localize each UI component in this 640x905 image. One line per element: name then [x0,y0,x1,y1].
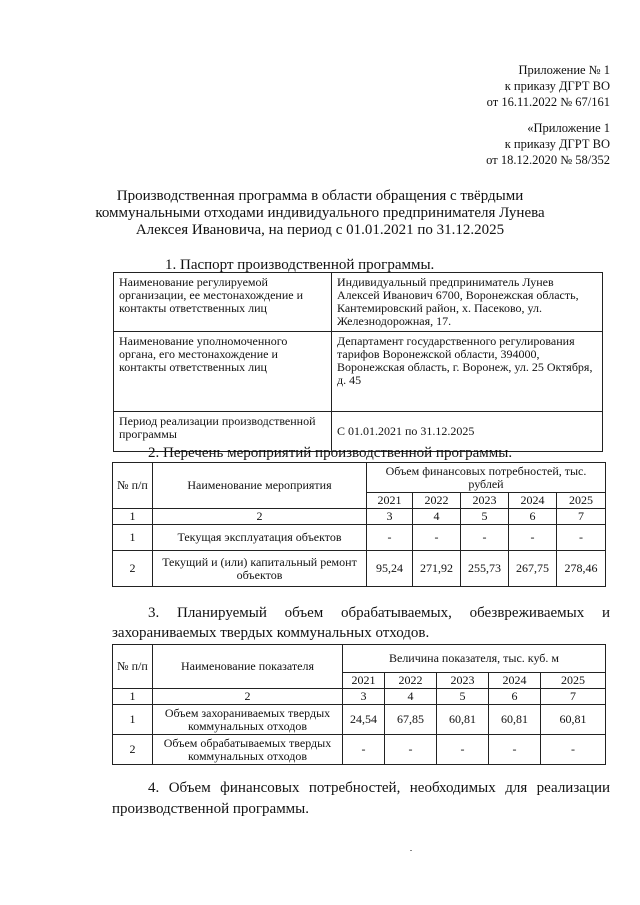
row-name: Текущий и (или) капитальный ремонт объектов [153,551,367,587]
row-name: Объем обрабатываемых твердых коммунальных отходов [153,735,343,765]
row-value: 255,73 [461,551,509,587]
attachment-line: от 18.12.2020 № 58/352 [486,153,610,167]
row-number: 2 [113,735,153,765]
attachment-header-current [487,62,610,110]
index-cell: 3 [343,689,385,705]
year-header: 2025 [541,673,606,689]
document-title [90,188,550,239]
index-cell: 6 [509,509,557,525]
col-name-header: Наименование показателя [153,645,343,689]
table-row [113,551,606,587]
row-value: - [509,525,557,551]
row-value: 67,85 [385,705,437,735]
table-row [113,705,606,735]
year-header: 2023 [437,673,489,689]
row-value: - [367,525,413,551]
row-value: - [489,735,541,765]
index-cell: 1 [113,509,153,525]
year-header: 2022 [413,493,461,509]
passport-label: Период реализации производственной программы [114,412,332,452]
passport-value: Департамент государственного регулирования тарифов Воронежской области, 394000, Воронежская область, г. Воронеж, ул. 25 Октября, д. 45 [332,332,603,412]
attachment-line: Приложение № 1 [518,63,610,77]
row-number: 2 [113,551,153,587]
section2-heading: 2. Перечень мероприятий производственной программы. [148,445,513,461]
row-value: - [343,735,385,765]
index-cell: 7 [557,509,606,525]
table-index-row [113,689,606,705]
year-header: 2023 [461,493,509,509]
year-header: 2024 [509,493,557,509]
index-cell: 7 [541,689,606,705]
row-value: 60,81 [489,705,541,735]
index-cell: 2 [153,509,367,525]
row-value: 267,75 [509,551,557,587]
section4-heading-line2: производственной программы. [112,801,310,817]
passport-label: Наименование регулируемой организации, ее местонахождение и контакты ответственных лиц [114,273,332,332]
row-name: Объем захораниваемых твердых коммунальных отходов [153,705,343,735]
table-index-row [113,509,606,525]
section1-heading: 1. Паспорт производственной программы. [165,257,435,273]
attachment-line: к приказу ДГРТ ВО [504,137,610,151]
index-cell: 5 [437,689,489,705]
attachment-line: к приказу ДГРТ ВО [504,79,610,93]
year-header: 2021 [343,673,385,689]
table-header-row [113,645,606,673]
index-cell: 3 [367,509,413,525]
row-value: 95,24 [367,551,413,587]
row-number: 1 [113,705,153,735]
year-header: 2024 [489,673,541,689]
col-number-header: № п/п [113,645,153,689]
row-name: Текущая эксплуатация объектов [153,525,367,551]
passport-label: Наименование уполномоченного органа, его местонахождение и контакты ответственных лиц [114,332,332,412]
attachment-line: от 16.11.2022 № 67/161 [486,95,610,109]
col-number-header: № п/п [113,463,153,509]
section3-heading-line1: 3. Планируемый объем обрабатываемых, обезвреживаемых и [148,605,610,621]
passport-table [113,272,603,452]
table-row [114,332,603,412]
row-value: - [437,735,489,765]
title-line: коммунальными отходами индивидуального предпринимателя Лунева [95,205,545,221]
index-cell: 6 [489,689,541,705]
passport-value: С 01.01.2021 по 31.12.2025 [332,412,603,452]
row-value: - [557,525,606,551]
volume-table [112,644,606,765]
row-value: - [413,525,461,551]
row-value: - [385,735,437,765]
index-cell: 4 [413,509,461,525]
scan-speck [410,850,412,851]
row-value: - [461,525,509,551]
section4-heading-line1: 4. Объем финансовых потребностей, необходимых для реализации [148,780,610,796]
year-header: 2025 [557,493,606,509]
row-value: 278,46 [557,551,606,587]
table-row [113,525,606,551]
index-cell: 5 [461,509,509,525]
attachment-line: «Приложение 1 [527,121,610,135]
index-cell: 4 [385,689,437,705]
section3-heading-line2: захораниваемых твердых коммунальных отходов. [112,625,430,641]
row-value: - [541,735,606,765]
row-value: 60,81 [541,705,606,735]
title-line: Производственная программа в области обращения с твёрдыми [116,188,524,204]
col-group-header: Объем финансовых потребностей, тыс. рублей [367,463,606,493]
attachment-header-original [486,120,610,168]
passport-value: Индивидуальный предприниматель Лунев Алексей Иванович 6700, Воронежская область, Кантемировский район, х. Пасеково, ул. Железнодорожная, 17. [332,273,603,332]
table-header-row [113,463,606,493]
year-header: 2021 [367,493,413,509]
col-name-header: Наименование мероприятия [153,463,367,509]
table-row [113,735,606,765]
activities-table [112,462,606,587]
index-cell: 1 [113,689,153,705]
table-row [114,273,603,332]
row-value: 60,81 [437,705,489,735]
year-header: 2022 [385,673,437,689]
row-value: 24,54 [343,705,385,735]
index-cell: 2 [153,689,343,705]
row-value: 271,92 [413,551,461,587]
title-line: Алексея Ивановича, на период с 01.01.2021 по 31.12.2025 [135,222,505,238]
col-group-header: Величина показателя, тыс. куб. м [343,645,606,673]
row-number: 1 [113,525,153,551]
